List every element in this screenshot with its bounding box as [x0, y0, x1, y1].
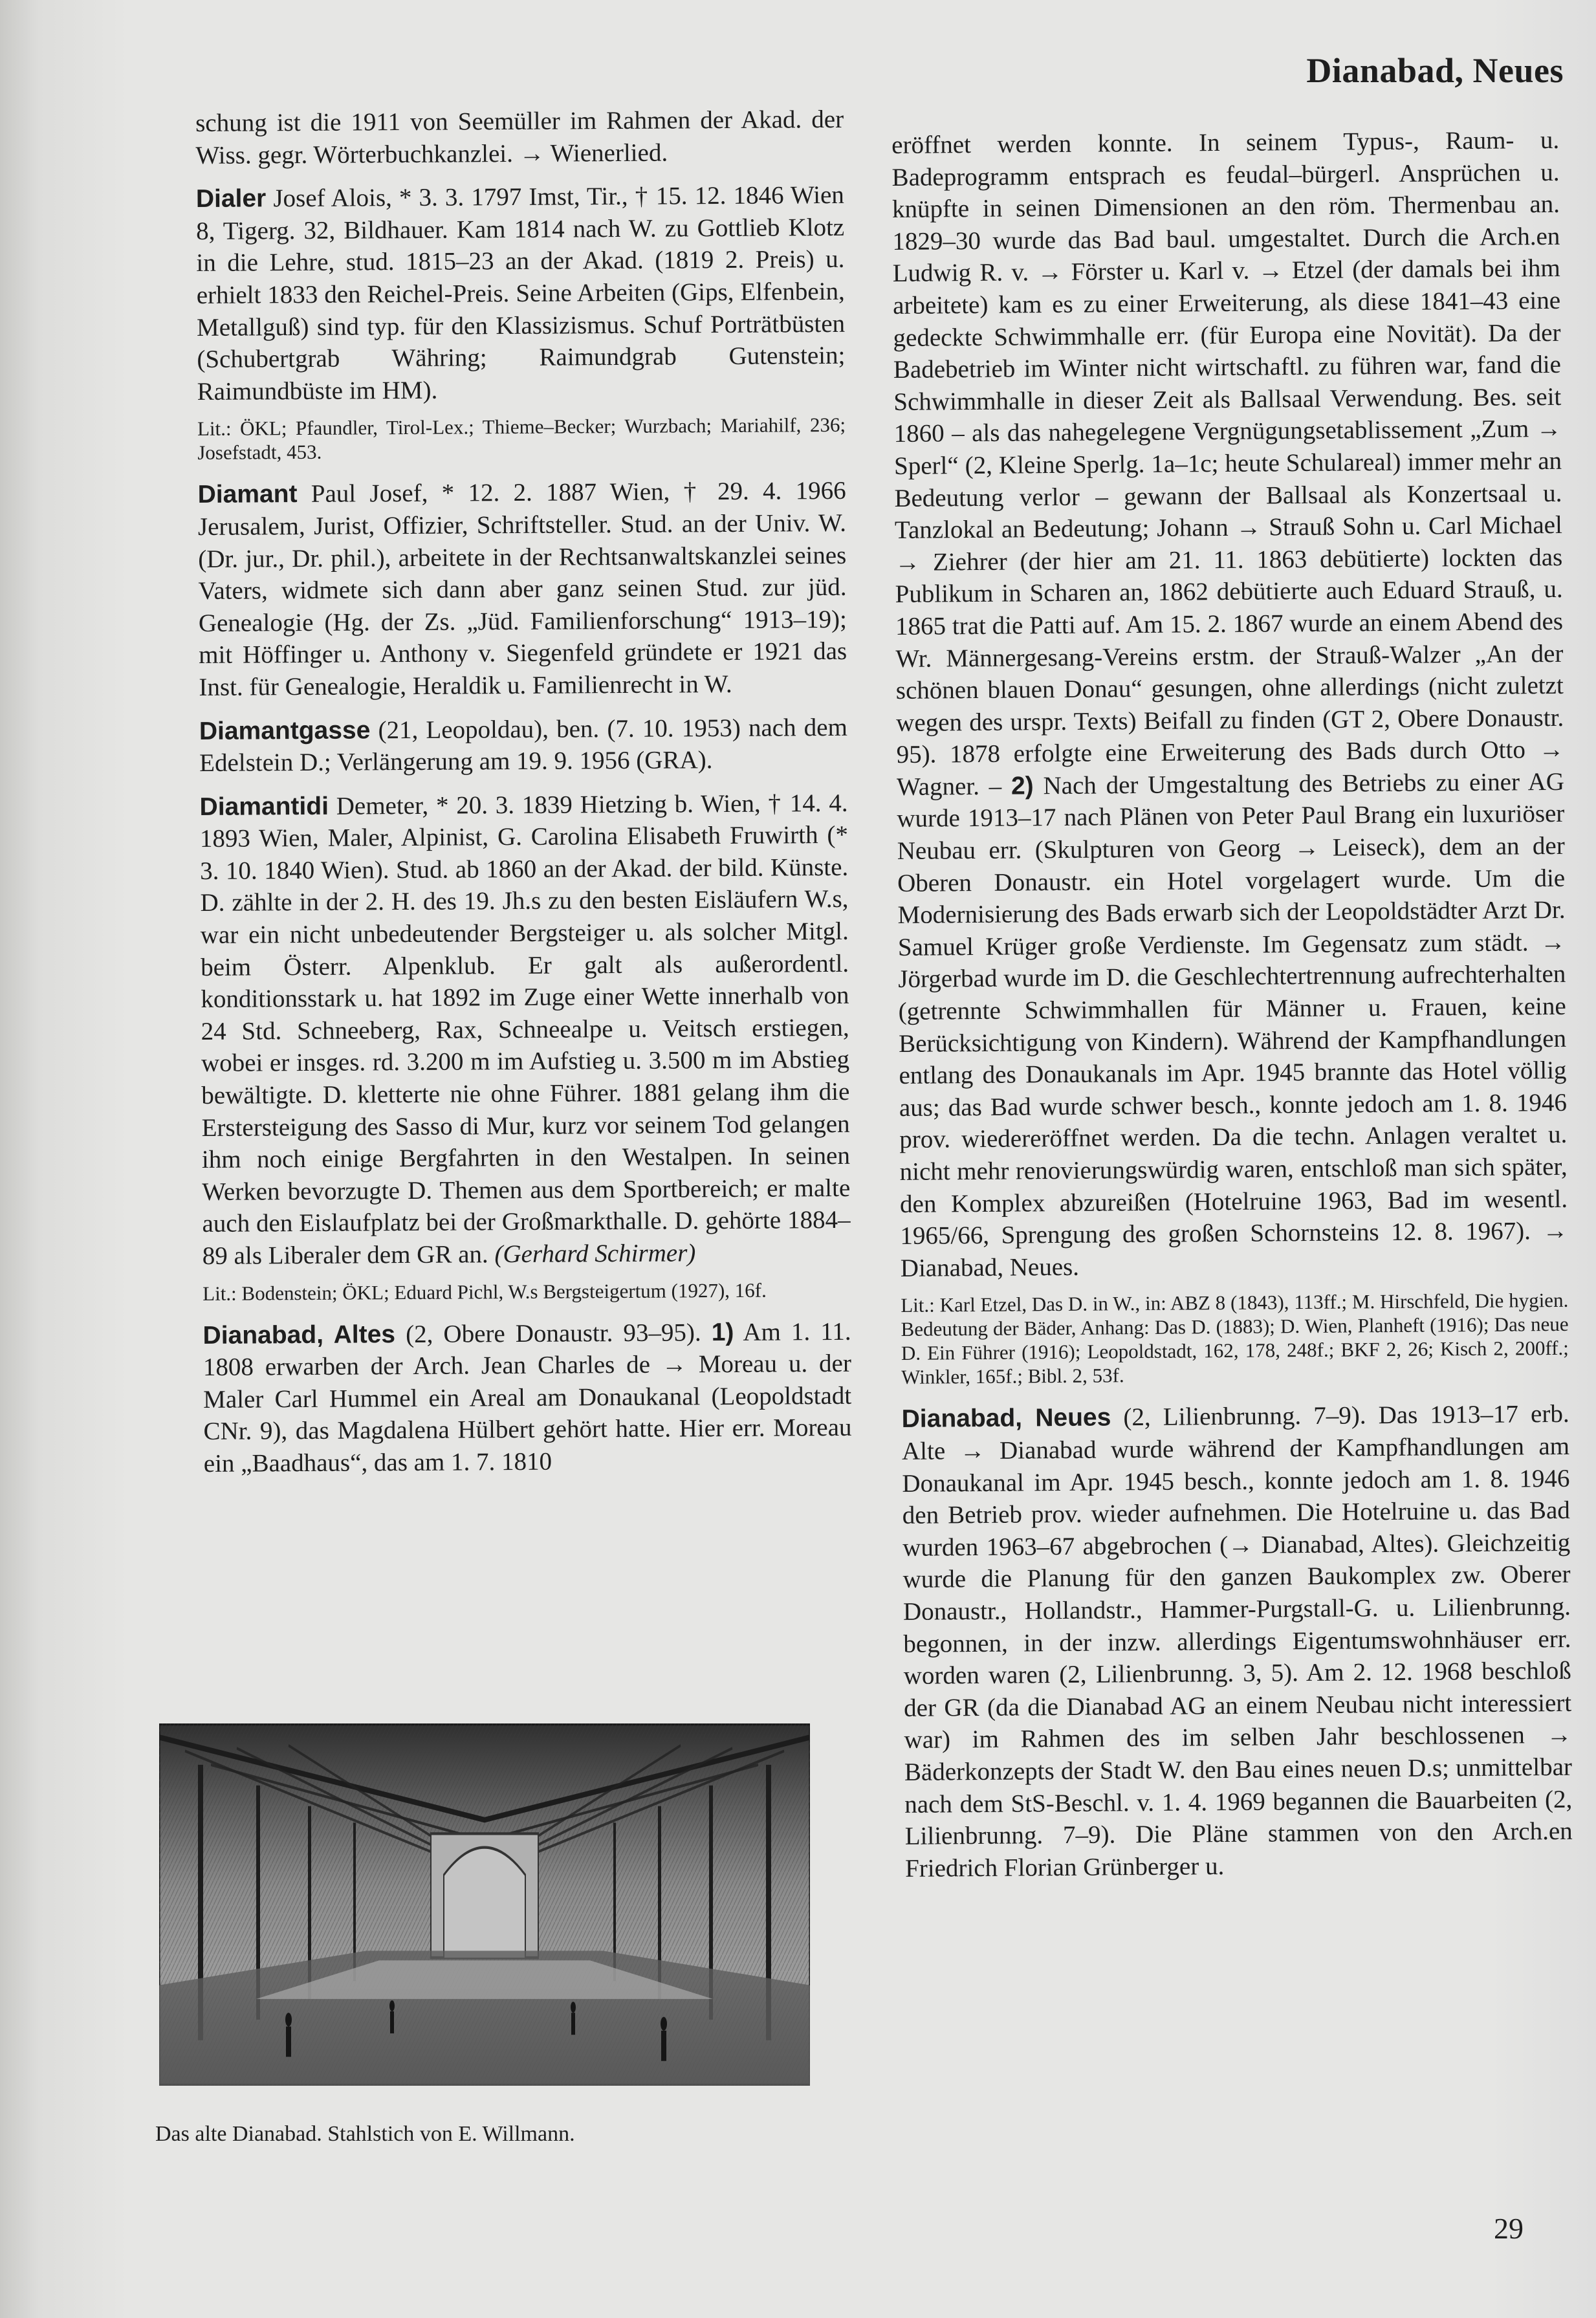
figure-caption: Das alte Dianabad. Stahlstich von E. Willmann. [155, 2122, 575, 2146]
entry-dialer [196, 179, 846, 408]
entry-continuation: schung ist die 1911 von Seemüller im Rahmen der Akad. der Wiss. gegr. Wörterbuchkanzlei. → Wienerlied. [195, 105, 844, 169]
engraving-image [159, 1723, 810, 2086]
entry-body: Am 1. 11. 1808 erwarben der Arch. Jean Charles de → Moreau u. der Maler Carl Hummel ein Areal am Donaukanal (Leopoldstadt CNr. 9), das Magdalena Hülbert gehört hatte. Hier err. Moreau ein „Baadhaus“, das am 1. 7. 1810 [202, 1317, 852, 1478]
entry-diamantgasse [199, 711, 848, 779]
left-column [195, 104, 852, 1480]
entry-body: Paul Josef, * 12. 2. 1887 Wien, † 29. 4. 1966 Jerusalem, Jurist, Offizier, Schriftsteller. Stud. an der Univ. W. (Dr. jur., Dr. phil.), arbeitete in der Rechtsanwaltskanzlei seines Vaters, widmete sich dann aber ganz seinen Stud. zur jüd. Genealogie (Hg. der Zs. „Jüd. Familienforschung“ 1913–19); mit Höffinger u. Anthony v. Siegenfeld gründete er 1921 das Inst. für Genealogie, Heraldik u. Familienrecht in W. [197, 477, 847, 701]
entry-body: Nach der Umgestaltung des Betriebs zu einer AG wurde 1913–17 nach Plänen von Peter Paul Brang ein luxuriöser Neubau err. (Skulpturen von Georg → Leiseck), dem an der Oberen Donaustr. ein Hotel vorgelagert wurde. Um die Modernisierung des Bads erwarb sich der Leopoldstädter Arzt Dr. Samuel Krüger große Verdienste. Im Gegensatz zum städt. → Jörgerbad wurde im D. die Geschlechtertrennung aufrechterhalten (getrennte Schwimmhallen für Männer u. Frauen, keine Berücksichtigung von Kindern). Während der Kampfhandlungen entlang des Donaukanals im Apr. 1945 brannte das Hotel völlig aus; das Bad wurde schwer besch., konnte jedoch am 1. 8. 1946 prov. wiedereröffnet werden. Da die techn. Anlagen veraltet u. nicht mehr renovierungswürdig waren, entschloß man sich später, den Komplex abzureißen (Hotelruine 1963, Bad im wesentl. 1965/66, Sprengung des großen Schornsteins 12. 8. 1967). → Dianabad, Neues. [897, 767, 1568, 1282]
page-number: 29 [1494, 2212, 1524, 2245]
headword: Dialer [195, 184, 267, 213]
section-number: 1) [711, 1318, 734, 1346]
entry-dianabad-neues [901, 1398, 1573, 1885]
entry-dianabad-altes [202, 1315, 851, 1480]
entry-body: Josef Alois, * 3. 3. 1797 Imst, Tir., † 15. 12. 1846 Wien 8, Tigerg. 32, Bildhauer. Kam 1814 nach W. zu Gottlieb Klotz in die Lehre, stud. 1815–23 an der Akad. (1819 2. Preis) u. erhielt 1833 den Reichel-Preis. Seine Arbeiten (Gips, Elfenbein, Metallguß) sind typ. für den Klassizismus. Schuf Porträtbüsten (Schubertgrab Währing; Raimundgrab Gutenstein; Raimundbüste im HM). [196, 181, 846, 406]
author: (Gerhard Schirmer) [494, 1239, 696, 1269]
literature: Lit.: Karl Etzel, Das D. in W., in: ABZ 8 (1843), 113ff.; M. Hirschfeld, Die hygien. Bedeutung der Bäder, Anhang: Das D. (1883); D. Wien, Planheft (1916); Das neue D. Ein Führer (1916); Leopoldstadt, 162, 178, 248f.; BKF 2, 26; Kisch 2, 200ff.; Winkler, 165f.; Bibl. 2, 53f. [901, 1289, 1569, 1389]
literature: Lit.: Bodenstein; ÖKL; Eduard Pichl, W.s Bergsteigertum (1927), 16f. [202, 1278, 767, 1305]
right-column [891, 124, 1573, 1885]
headword: Dianabad, Neues [901, 1403, 1111, 1434]
headword: Diamantgasse [199, 716, 371, 745]
headword: Diamantidi [199, 792, 329, 821]
entry-body: (2, Lilienbrunng. 7–9). Das 1913–17 erb. Alte → Dianabad wurde während der Kampfhandlungen am Donaukanal im Apr. 1945 besch., konnte jedoch am 1. 8. 1946 den Betrieb prov. wieder aufnehmen. Die Hotelruine u. das Bad wurden 1963–67 abgebrochen (→ Dianabad, Altes). Gleichzeitig wurde die Planung für den ganzen Baukomplex zw. Oberer Donaustr., Hollandstr., Hammer-Purgstall-G. u. Lilienbrunng. begonnen, in der inzw. allerdings Eigentumswohnhäuser err. worden waren (2, Lilienbrunng. 3, 5). Am 2. 12. 1968 beschloß der GR (da die Dianabad AG an einem Neubau nicht interessiert war) im Rahmen des im selben Jahr beschlossenen → Bäderkonzepts der Stadt W. den Bau eines neuen D.s; unmittelbar nach dem StS-Beschl. v. 1. 4. 1969 begannen die Bauarbeiten (2, Lilienbrunng. 7–9). Die Pläne stammen von den Arch.en Friedrich Florian Grünberger u. [901, 1400, 1573, 1883]
running-head: Dianabad, Neues [1306, 51, 1564, 90]
entry-body: (21, Leopoldau), ben. (7. 10. 1953) nach dem Edelstein D.; Verlängerung am 19. 9. 1956 (GRA). [199, 713, 848, 778]
entry-continuation [891, 124, 1568, 1284]
literature: Lit.: ÖKL; Pfaundler, Tirol-Lex.; Thieme–Becker; Wurzbach; Mariahilf, 236; Josefstadt, 453. [197, 413, 846, 465]
entry-body: (2, Obere Donaustr. 93–95). [395, 1318, 712, 1348]
headword: Diamant [197, 480, 298, 509]
entry-diamantidi [199, 787, 851, 1273]
entry-body: Demeter, * 20. 3. 1839 Hietzing b. Wien, † 14. 4. 1893 Wien, Maler, Alpinist, G. Carolina Elisabeth Fruwirth (* 3. 10. 1840 Wien). Stud. ab 1860 an der Akad. der bild. Künste. D. zählte in der 2. H. des 19. Jh.s zu den besten Eisläufern W.s, war ein nicht unbedeutender Bergsteiger u. als solcher Mitgl. beim Österr. Alpenklub. Er galt als außerordentl. konditionsstark u. hat 1892 im Zuge einer Wette innerhalb von 24 Std. Schneeberg, Rax, Schneealpe u. Veitsch erstiegen, wobei er insges. rd. 3.200 m im Aufstieg u. 3.500 m im Abstieg bewältigte. D. kletterte nie ohne Führer. 1881 gelang ihm die Erstersteigung des Sasso di Mur, kurz vor seinem Tod gelangen ihm noch einige Bergfahrten in den Westalpen. In seinen Werken bevorzugte D. Themen aus dem Sportbereich; er malte auch den Eislaufplatz bei der Großmarkthalle. D. gehörte 1884–89 als Liberaler dem GR an. [199, 789, 851, 1270]
headword: Dianabad, Altes [202, 1320, 396, 1350]
section-number: 2) [1011, 772, 1034, 800]
entry-diamant [198, 475, 847, 703]
entry-body: eröffnet werden konnte. In seinem Typus-, Raum- u. Badeprogramm entsprach es feudal–bürgerl. Ansprüchen u. knüpfte in seinen Dimensionen an den röm. Thermenbau an. 1829–30 wurde das Bad baul. umgestaltet. Durch die Arch.en Ludwig R. v. → Förster u. Karl v. → Etzel (der damals bei ihm arbeitete) kam es zu einer Erweiterung, als diese 1841–43 eine gedeckte Schwimmhalle err. (für Europa eine Novität). Da der Badebetrieb im Winter nicht wirtschaftl. zu führen war, fand die Schwimmhalle in dieser Zeit als Ballsaal Verwendung. Bes. seit 1860 – als das nahegelegene Vergnügungsetablissement „Zum → Sperl“ (2, Kleine Sperlg. 1a–1c; heute Schulareal) immer mehr an Bedeutung verlor – gewann der Ballsaal als Konzertsaal u. Tanzlokal an Bedeutung; Johann → Strauß Sohn u. Carl Michael → Ziehrer (der hier am 21. 11. 1863 debütierte) lockten das Publikum in Scharen an, 1862 debütierte auch Eduard Strauß, u. 1865 trat die Patti auf. Am 15. 2. 1867 wurde an einem Abend des Wr. Männergesang-Vereins erstm. der Strauß-Walzer „An der schönen blauen Donau“ gesungen, ohne allerdings (nicht zuletzt wegen des urspr. Texts) Beifall zu finden (GT 2, Obere Donaustr. 95). 1878 erfolgte eine Erweiterung des Bads durch Otto → Wagner. – [891, 126, 1564, 801]
